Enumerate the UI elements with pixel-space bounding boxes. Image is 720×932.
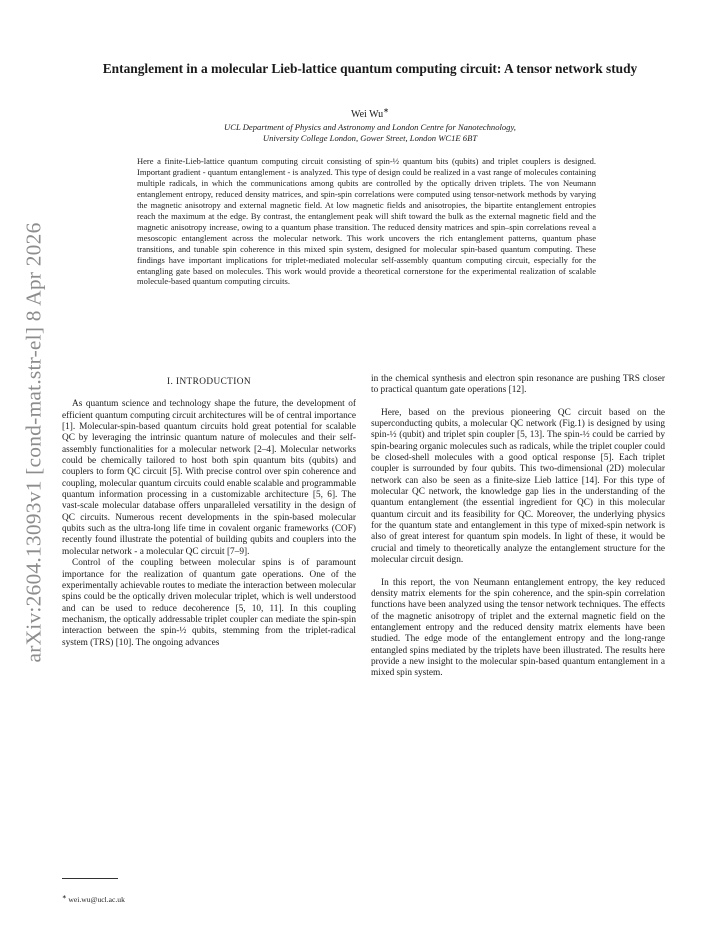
left-column: [62, 377, 356, 649]
author-footnote-mark: ∗: [383, 106, 390, 115]
paper-title: Entanglement in a molecular Lieb-lattice quantum computing circuit: A tensor network study: [102, 61, 638, 76]
author-line: [90, 106, 650, 120]
author-name: Wei Wu: [350, 109, 384, 120]
abstract: Here a finite-Lieb-lattice quantum computing circuit consisting of spin-½ quantum bits (qubits) and triplet couplers is designed. Important gradient - quantum entanglement - is analyzed. This type of design could be realized in a vast range of molecules containing multiple radicals, in which the communications among qubits are controlled by the optically driven triplets. The von Neumann entanglement entropy, reduced density matrices, and spin-spin correlations were computed using tensor-network methods by varying the magnetic anisotropy and external magnetic field. At low magnetic fields and anisotropies, the bipartite entanglement entropies reach the maximum at the edge. By contrast, the entanglement peak will shift toward the bulk as the external magnetic field and the magnetic anisotropy increase, owing to a quantum phase transition. The reduced density matrices and spin–spin correlations reveal a mesoscopic entanglement across the molecular network. This work uncovers the rich entanglement patterns, quantum phase transitions, and tunable spin coherence in this mixed spin system, designed for molecular spin-based quantum computing. These findings have important implications for triplet-mediated molecular self-assembly quantum computing circuit, especially for the entangling gate based on molecules. This work would provide a theoretical cornerstone for the experimental realization of scalable molecule-based quantum computing circuits.: [137, 156, 596, 287]
footnote-rule: [62, 878, 118, 879]
footnote-mark: ∗: [62, 894, 67, 901]
footnote: [62, 895, 125, 904]
body-paragraph: Here, based on the previous pioneering QC circuit based on the superconducting qubits, a molecular QC network (Fig.1) is designed by using spin-½ (qubit) and triplet spin coupler [5, 13]. The spin-½ could be carried by spin-bearing organic molecules such as radicals, while the triplet coupler could be closed-shell molecules with a good optical response [5]. Each triplet coupler is surrounded by four qubits. This two-dimensional (2D) molecular network can also be seen as a finite-size Lieb lattice [14]. For this type of molecular QC network, the knowledge gap lies in the understanding of the quantum entanglement (the essential ingredient for QC) in this molecular quantum circuit and its feasibility for QC. Moreover, the underlying physics for the quantum state and entanglement in this type of mixed-spin network is also of great interest for quantum spin models. In light of these, it would be crucial and timely to theoretically analyze the entanglement structure for the molecular circuit design.: [371, 407, 665, 566]
footnote-email: wei.wu@ucl.ac.uk: [68, 895, 125, 904]
body-paragraph: in the chemical synthesis and electron spin resonance are pushing TRS closer to practical quantum gate operations [12].: [371, 374, 665, 396]
body-paragraph: Control of the coupling between molecular spins is of paramount importance for the realization of quantum gate operations. One of the experimentally achievable routes to mediate the interaction between molecular spins could be the optically driven molecular triplet, which is well understood and can be used to reduce decoherence [5, 10, 11]. In this coupling mechanism, the optically addressable triplet coupler can mediate the spin-spin interaction between the spin-½ qubits, stemming from the triplet-radical system (TRS) [10]. The ongoing advances: [62, 558, 356, 648]
affiliation-line-1: UCL Department of Physics and Astronomy and London Centre for Nanotechnology,: [224, 122, 516, 132]
arxiv-identifier-text: arXiv:2604.13093v1 [cond-mat.str-el] 8 Apr 2026: [21, 221, 46, 663]
affiliation: [120, 122, 620, 144]
body-paragraph: As quantum science and technology shape the future, the development of efficient quantum computing circuit architectures will be of central importance [1]. Molecular-spin-based quantum circuits hold great potential for scalable QC by leveraging the intrinsic quantum nature of molecules and their self-assembly functionalities for a molecular network [2–4]. Molecular networks could be chemically tailored to host both spin quantum bits (qubits) and couplers to form QC circuit [5]. With precise control over spin coherence and coupling, molecular quantum circuits could enable scalable and programmable quantum information processing in a customizable architecture [5, 6]. The vast-scale molecular database offers unparalleled versatility in the design of QC circuits. Numerous recent developments in the spin-based molecular qubits such as the ultra-long life time in covalent organic frameworks (COF) recently found illustrate the potential of building qubits and couplers into the molecular network - a molecular QC circuit [7–9].: [62, 399, 356, 557]
affiliation-line-2: University College London, Gower Street, London WC1E 6BT: [262, 133, 478, 143]
arxiv-identifier: [6, 222, 62, 662]
section-heading: I. INTRODUCTION: [167, 377, 251, 387]
right-column: [371, 374, 665, 680]
body-paragraph: In this report, the von Neumann entanglement entropy, the key reduced density matrix elements for the spin coherence, and the spin-spin correlation functions have been analyzed using the tensor network techniques. The effects of the magnetic anisotropy of triplet and the external magnetic field on the entanglement entropy and the reduced density matrix elements have been studied. The edge mode of the entanglement entropy and the long-range entangled spins mediated by the triplets have been illustrated. The results here provide a new insight to the molecular spin-based quantum entanglement in a mixed spin system.: [371, 577, 665, 679]
